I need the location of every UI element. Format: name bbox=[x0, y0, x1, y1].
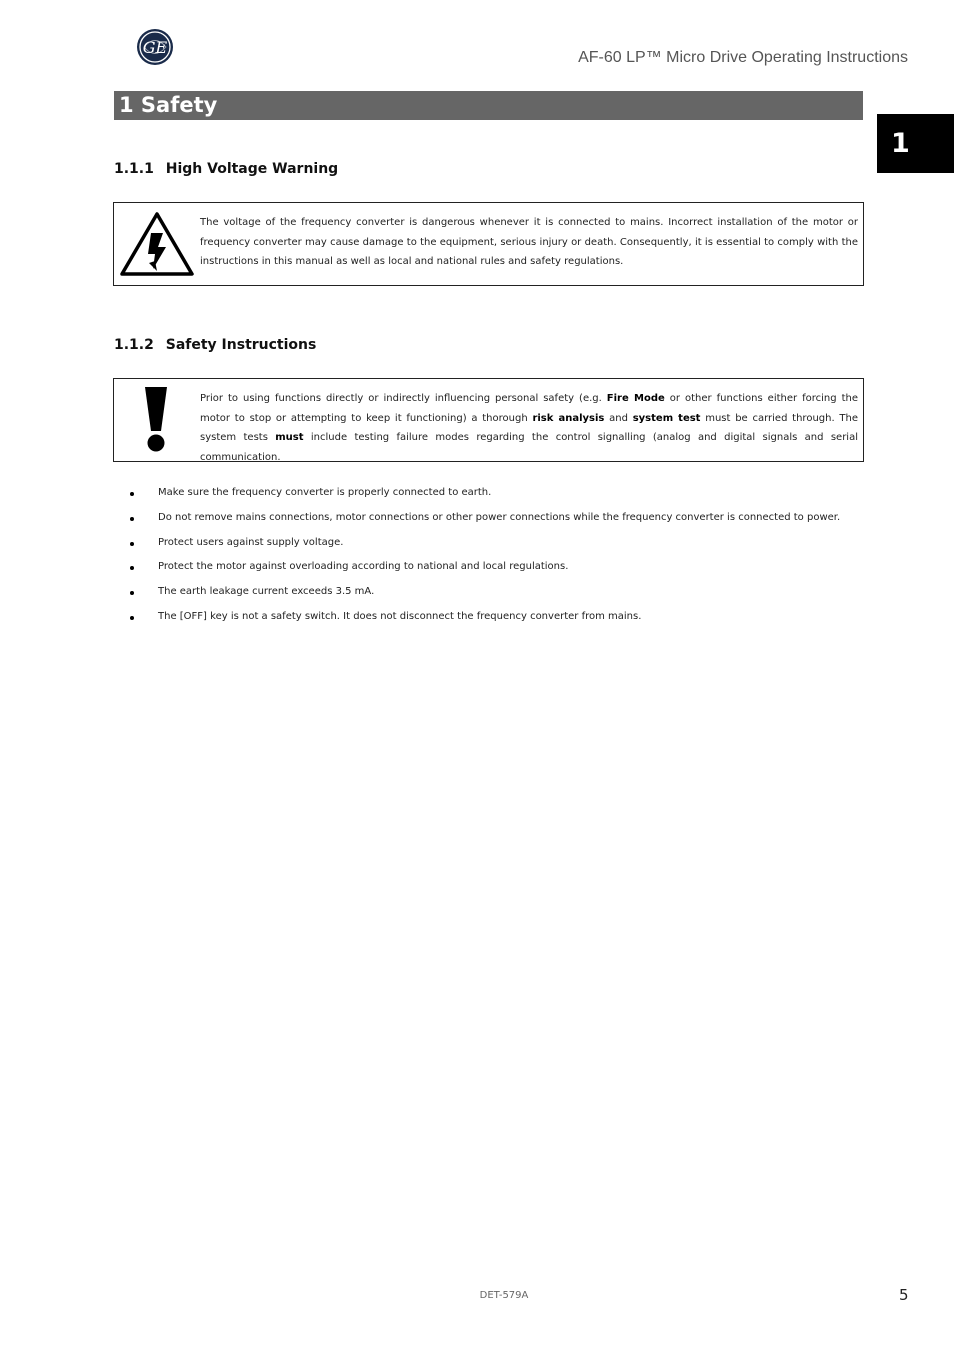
list-item bbox=[130, 483, 840, 508]
section-number: 1.1.2 bbox=[114, 337, 154, 353]
bullet-text: Do not remove mains connections, motor connections or other power connections while the frequency converter is connected to power. bbox=[158, 511, 841, 523]
bullet-text: Make sure the frequency converter is properly connected to earth. bbox=[158, 487, 492, 498]
bullet-icon bbox=[130, 517, 134, 521]
list-item bbox=[130, 557, 840, 582]
exclamation-icon bbox=[142, 385, 170, 457]
bullet-icon bbox=[130, 492, 134, 496]
bullet-text: Protect the motor against overloading according to national and local regulations. bbox=[158, 561, 569, 573]
bullet-text: The [OFF] key is not a safety switch. It does not disconnect the frequency converter from mains. bbox=[158, 610, 642, 622]
chapter-title: 1 Safety bbox=[114, 91, 863, 120]
document-title: AF-60 LP™ Micro Drive Operating Instructions bbox=[578, 49, 908, 66]
section-heading-high-voltage bbox=[114, 161, 338, 177]
high-voltage-warning-box bbox=[113, 202, 864, 286]
high-voltage-warning-text: The voltage of the frequency converter is dangerous whenever it is connected to mains. Incorrect installation of the motor or frequency converter may cause damage to the equipment, serious injury or death. Consequently, it is essential to comply with the instructions in this manual as well as local and national rules and safety regulations. bbox=[200, 217, 858, 267]
ge-logo-icon bbox=[136, 28, 174, 66]
text-part: must be carried through. The system tests bbox=[200, 412, 859, 443]
bullet-icon bbox=[130, 542, 134, 546]
bullet-icon bbox=[130, 616, 134, 620]
bold-fire-mode: Fire Mode bbox=[606, 393, 665, 404]
svg-text:GE: GE bbox=[142, 38, 168, 57]
text-part: and bbox=[604, 412, 633, 424]
text-part: Prior to using functions directly or indirectly influencing personal safety (e.g. bbox=[200, 393, 607, 404]
bullet-icon bbox=[130, 591, 134, 595]
list-item bbox=[130, 607, 840, 632]
chapter-tab: 1 bbox=[877, 114, 954, 173]
list-item bbox=[130, 582, 840, 607]
section-title: High Voltage Warning bbox=[165, 161, 339, 177]
bold-must: must bbox=[275, 432, 304, 443]
bullet-text: Protect users against supply voltage. bbox=[158, 536, 344, 548]
bullet-icon bbox=[130, 566, 134, 570]
safety-bullet-list bbox=[130, 483, 840, 632]
section-number: 1.1.1 bbox=[114, 161, 154, 177]
safety-instructions-box bbox=[113, 378, 864, 462]
section-heading-safety-instructions bbox=[114, 337, 316, 353]
section-title: Safety Instructions bbox=[165, 337, 317, 353]
bold-system-test: system test bbox=[632, 412, 701, 424]
page-number: 5 bbox=[899, 1286, 909, 1304]
document-code: DET-579A bbox=[479, 1290, 529, 1301]
text-part: include testing failure modes regarding the control signalling (analog and digital signals and serial communication. bbox=[200, 432, 858, 463]
bullet-text: The earth leakage current exceeds 3.5 mA. bbox=[158, 586, 375, 598]
text-part: or other functions either forcing the motor to stop or attempting to keep it functioning) a thorough bbox=[200, 393, 859, 424]
bold-risk-analysis: risk analysis bbox=[532, 412, 605, 424]
safety-instructions-text bbox=[200, 389, 858, 467]
list-item bbox=[130, 533, 840, 558]
high-voltage-warning-icon bbox=[119, 211, 195, 281]
list-item bbox=[130, 508, 840, 533]
